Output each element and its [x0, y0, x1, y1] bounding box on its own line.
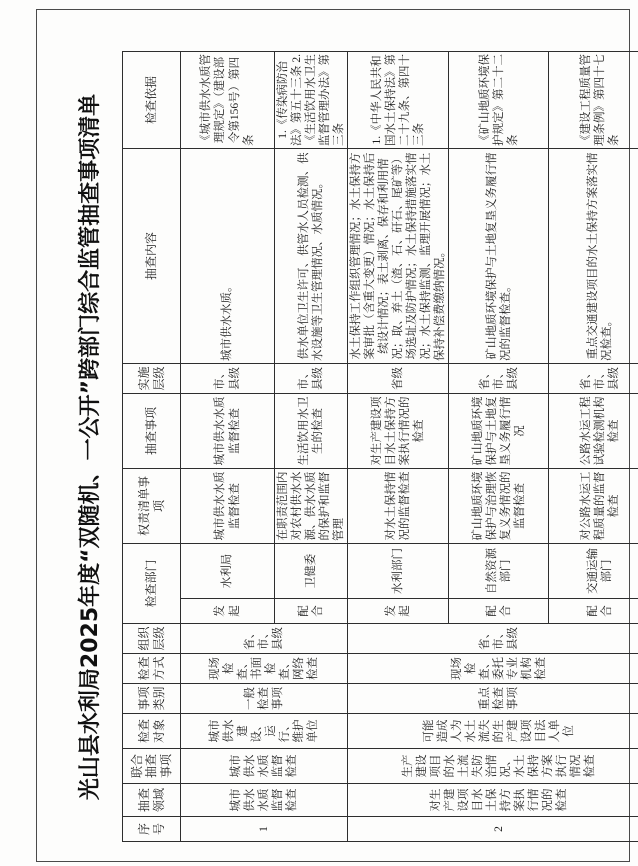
- column-header-target: 检查对象: [123, 714, 181, 749]
- cell-target: 可能造成人为水土流失的生产建设项目法人单位: [348, 714, 638, 749]
- column-header-impl-level: 实施层级: [123, 363, 181, 393]
- cell-check-item: 矿山地质环境保护与土地复垦义务履行情况: [449, 393, 549, 468]
- cell-dept-role: 发起: [348, 599, 449, 624]
- cell-content: 供水单位卫生许可、供管水人员检测、供水设施等卫生管理情况、水质情况。: [275, 148, 348, 363]
- column-header-check-item: 抽查事项: [123, 393, 181, 468]
- cell-basis: 《城市供水水质管理规定》（建设部令第156号）第四条: [181, 51, 275, 148]
- cell-dept-role: 配合: [275, 599, 348, 624]
- cell-basis: 《建设工程质量管理条例》第四十七条: [549, 51, 638, 148]
- column-header-field: 抽查领域: [123, 784, 181, 817]
- cell-check-item: 公路水运工程试验检测机构检查: [549, 393, 638, 468]
- column-header-joint-item: 联合抽查事项: [123, 749, 181, 784]
- column-header-duty-item: 权责清单事项: [123, 468, 181, 543]
- header-row: [123, 51, 181, 841]
- cell-impl-level: 省、市、县级: [549, 363, 638, 393]
- cell-method: 现场检查、委托专业机构检查: [348, 654, 638, 684]
- column-header-org-level: 组织层级: [123, 624, 181, 654]
- cell-basis: 《矿山地质环境保护规定》第二十二条: [449, 51, 549, 148]
- cell-method: 现场检查、书面检查、网络检查: [181, 654, 348, 684]
- cell-dept-name: 水利部门: [348, 543, 449, 598]
- cell-check-item: 对生产建设项目水土保持方案执行情况的检查: [348, 393, 449, 468]
- cell-dept-name: 自然资源部门: [449, 543, 549, 598]
- column-header-content: 抽查内容: [123, 148, 181, 363]
- cell-duty-item: 城市供水水质监督检查: [181, 468, 275, 543]
- cell-field: 城市供水水质监督检查: [181, 784, 348, 817]
- cell-content: 矿山地质环境保护与土地复垦义务履行情况的监督检查。: [449, 148, 549, 363]
- cell-target: 城市供水建设、运行、维护单位: [181, 714, 348, 749]
- cell-content: 城市供水水质。: [181, 148, 275, 363]
- cell-org-level: 省、市、县级: [348, 624, 638, 654]
- table-row: [348, 51, 449, 841]
- cell-content: 水土保持工作组织管理情况；水土保持方案审批（含重大变更）情况；水土保持后续设计情况；表土剥离、保存和利用情况；取、弃土（渣、石、矸石、尾矿等）场选址及防护情况；水土保持措施落实情况；水土保持监测、监理开展情况；水土保持补偿费缴纳情况。: [348, 148, 449, 363]
- rotated-document-content: [68, 52, 630, 842]
- cell-category: 一般检查事项: [181, 684, 348, 714]
- cell-dept-role: 配合: [449, 599, 549, 624]
- cell-duty-item: 对水土保持情况的监督检查: [348, 468, 449, 543]
- cell-check-item: 城市供水水质监督检查: [181, 393, 275, 468]
- column-header-dept: 检查部门: [123, 543, 181, 623]
- cell-joint-item: 生产建设项目的水土流失防治情况、水土保持方案执行情况检查: [348, 749, 638, 784]
- cell-seq: 1: [181, 817, 348, 842]
- cell-dept-name: 交通运输部门: [549, 543, 638, 598]
- cell-dept-name: 卫健委: [275, 543, 348, 598]
- table-row: [181, 51, 275, 841]
- column-header-method: 检查方式: [123, 654, 181, 684]
- inspection-items-table: [122, 51, 638, 842]
- cell-seq: 2: [348, 817, 638, 842]
- cell-basis: 1.《中华人民共和国水土保持法》第二十九条、第四十三条: [348, 51, 449, 148]
- cell-impl-level: 市、县级: [275, 363, 348, 393]
- cell-org-level: 省、市、县级: [181, 624, 348, 654]
- cell-dept-role: 配合: [549, 599, 638, 624]
- cell-impl-level: 省级: [348, 363, 449, 393]
- cell-check-item: 生活饮用水卫生的检查: [275, 393, 348, 468]
- cell-duty-item: 矿山地质环境保护与治理恢复义务情况的监督检查: [449, 468, 549, 543]
- cell-category: 重点检查事项: [348, 684, 638, 714]
- column-header-category: 事项类别: [123, 684, 181, 714]
- cell-basis: 1.《传染病防治法》第五十三条 2.《生活饮用水卫生监督管理办法》第三条: [275, 51, 348, 148]
- cell-impl-level: 市、县级: [181, 363, 275, 393]
- cell-dept-role: 发起: [181, 599, 275, 624]
- cell-content: 重点交通建设项目的水土保持方案落实情况检查。: [549, 148, 638, 363]
- column-header-basis: 检查依据: [123, 51, 181, 148]
- cell-joint-item: 城市供水水质监督检查: [181, 749, 348, 784]
- cell-field: 对生产建设项目水土保持方案执行情况的检查: [348, 784, 638, 817]
- cell-dept-name: 水利局: [181, 543, 275, 598]
- cell-impl-level: 省、市、县级: [449, 363, 549, 393]
- column-header-seq: 序号: [123, 817, 181, 842]
- cell-duty-item: 在职责范围内对农村供水水源、供水水质的保护和监督管理: [275, 468, 348, 543]
- cell-duty-item: 对公路水运工程质量的监督检查: [549, 468, 638, 543]
- document-title: 光山县水利局2025年度“双随机、一公开”跨部门综合监管抽查事项清单: [78, 93, 103, 801]
